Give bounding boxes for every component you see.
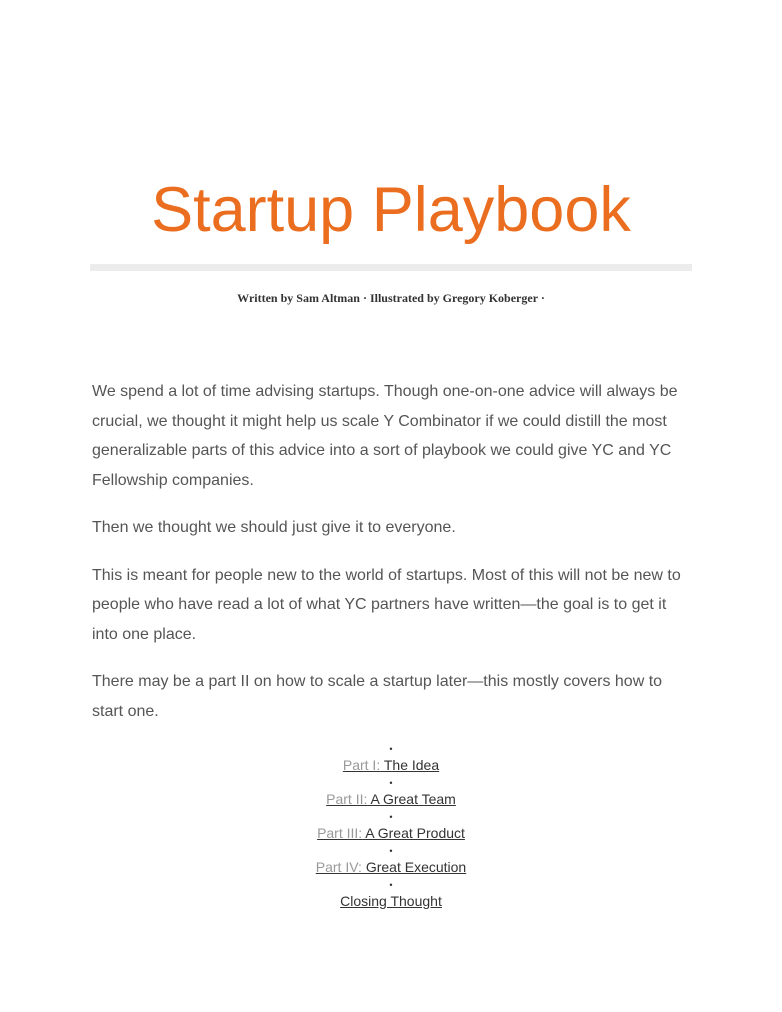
bullet-icon: • (389, 778, 393, 788)
bullet-icon: • (389, 812, 393, 822)
bullet-icon: • (389, 744, 393, 754)
toc-item-part-2 (0, 776, 782, 810)
intro-paragraph-1: We spend a lot of time advising startups. Though one-on-one advice will always be crucial, we thought it might help us scale Y Combinator if we could distill the most generalizable parts of this advice into a sort of playbook we could give YC and YC Fellowship companies. (92, 383, 678, 489)
intro-paragraph-2: Then we thought we should just give it to everyone. (92, 519, 456, 536)
toc-item-part-4 (0, 844, 782, 878)
toc-link-a-great-team[interactable] (326, 790, 456, 808)
toc-item-closing (0, 878, 782, 912)
part-name: Great Execution (361, 859, 467, 875)
part-name: A Great Team (367, 791, 456, 807)
page-title: Startup Playbook (151, 175, 631, 245)
part-label: Part II: (326, 791, 368, 807)
toc-item-part-1 (0, 742, 782, 776)
toc-link-great-execution[interactable] (316, 858, 466, 876)
intro-paragraph-4: There may be a part II on how to scale a startup later—this mostly covers how to start one. (92, 673, 663, 720)
toc-link-a-great-product[interactable] (317, 824, 465, 842)
intro-paragraph-3: This is meant for people new to the world of startups. Most of this will not be new to people who have read a lot of what YC partners have written—the goal is to get it into one place. (92, 566, 681, 643)
part-label: Part I: (342, 757, 381, 773)
byline: Written by Sam Altman · Illustrated by Gregory Koberger · (237, 291, 545, 305)
part-name: Closing Thought (340, 893, 442, 909)
part-name: A Great Product (362, 825, 465, 841)
title-divider (90, 264, 692, 271)
intro-body (92, 377, 692, 744)
toc-link-closing-thought[interactable] (340, 892, 442, 910)
toc-link-the-idea[interactable] (343, 756, 439, 774)
part-name: The Idea (380, 757, 440, 773)
bullet-icon: • (389, 846, 393, 856)
part-label: Part III: (317, 825, 363, 841)
part-label: Part IV: (315, 859, 362, 875)
toc-item-part-3 (0, 810, 782, 844)
table-of-contents (0, 742, 782, 912)
bullet-icon: • (389, 880, 393, 890)
